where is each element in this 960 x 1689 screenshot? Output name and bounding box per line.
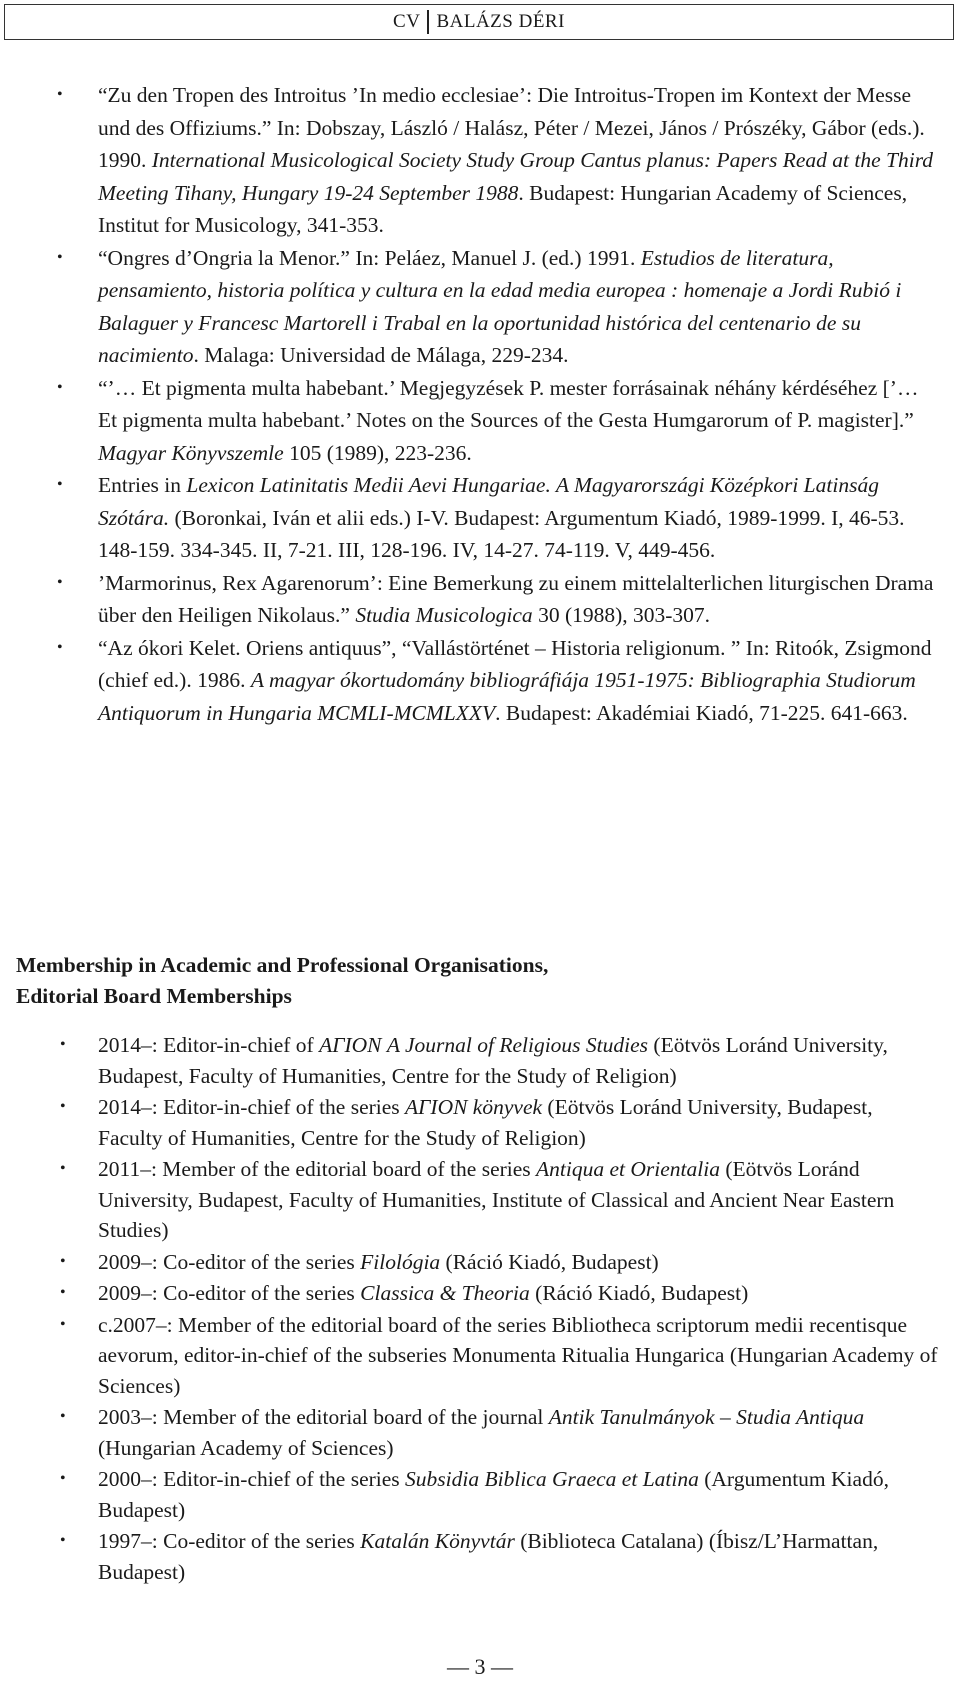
header-name: BALÁZS DÉRI xyxy=(436,11,565,32)
page-number: — 3 — xyxy=(447,1654,513,1679)
publication-item: • “’… Et pigmenta multa habebant.’ Megjegyzések P. mester forrásainak néhány kérdéséhez [’… Et pigmenta multa habebant.’ Notes on the Sources of the Gesta Humgarorum of P. magister].” Magyar Könyvszemle 105 (1989), 223-236. xyxy=(0,372,960,470)
publication-item: • “Ongres d’Ongria la Menor.” In: Peláez, Manuel J. (ed.) 1991. Estudios de literatura, pensamiento, historia política y cultura en la edad media europea : homenaje a Jordi Rubió i Balaguer y Francesc Martorell i Trabal en la oportunidad histórica del centenario de su nacimiento. Malaga: Universidad de Málaga, 229-234. xyxy=(0,242,960,372)
bullet-icon: • xyxy=(60,1315,66,1333)
publication-item: • “Zu den Tropen des Introitus ’In medio ecclesiae’: Die Introitus-Tropen im Kontext der Messe und des Offiziums.” In: Dobszay, László / Halász, Péter / Mezei, János / Prószéky, Gábor (eds.). 1990. International Musicological Society Study Group Cantus planus: Papers Read at the Third Meeting Tihany, Hungary 19-24 September 1988. Budapest: Hungarian Academy of Sciences, Institut for Musicology, 341-353. xyxy=(0,79,960,242)
section-heading-line1: Membership in Academic and Professional Organisations, xyxy=(16,953,549,977)
bullet-icon: • xyxy=(57,638,63,656)
publication-item: • ’Marmorinus, Rex Agarenorum’: Eine Bemerkung zu einem mittelalterlichen liturgischen Drama über den Heiligen Nikolaus.” Studia Musicologica 30 (1988), 303-307. xyxy=(0,567,960,632)
membership-list xyxy=(0,1030,960,1588)
header-separator xyxy=(427,10,429,34)
bullet-icon: • xyxy=(60,1408,66,1425)
publication-item: • Entries in Lexicon Latinitatis Medii Aevi Hungariae. A Magyarországi Középkori Latinság Szótára. (Boronkai, Iván et alii eds.) I-V. Budapest: Argumentum Kiadó, 1989-1999. I, 46-53. 148-159. 334-345. II, 7-21. III, 128-196. IV, 14-27. 74-119. V, 449-456. xyxy=(0,469,960,567)
bullet-icon: • xyxy=(60,1036,66,1053)
bullet-icon: • xyxy=(57,378,63,396)
bullet-icon: • xyxy=(60,1098,66,1115)
membership-item: • c.2007–: Member of the editorial board of the series Bibliotheca scriptorum medii recentisque aevorum, editor-in-chief of the subseries Monumenta Ritualia Hungarica (Hungarian Academy of Sciences) xyxy=(0,1310,960,1402)
bullet-icon: • xyxy=(60,1532,66,1549)
bullet-icon: • xyxy=(60,1284,66,1301)
membership-item: • 2009–: Co-editor of the series Classica & Theoria (Ráció Kiadó, Budapest) xyxy=(0,1278,960,1309)
membership-item: • 2003–: Member of the editorial board of the journal Antik Tanulmányok – Studia Antiqua (Hungarian Academy of Sciences) xyxy=(0,1402,960,1463)
bullet-icon: • xyxy=(57,476,63,493)
membership-item: • 2000–: Editor-in-chief of the series Subsidia Biblica Graeca et Latina (Argumentum Kiadó, Budapest) xyxy=(0,1464,960,1525)
publication-item: • “Az ókori Kelet. Oriens antiquus”, “Vallástörténet – Historia religionum. ” In: Ritoók, Zsigmond (chief ed.). 1986. A magyar ókortudomány bibliográfiája 1951-1975: Bibliographia Studiorum Antiquorum in Hungaria MCMLI-MCMLXXV. Budapest: Akadémiai Kiadó, 71-225. 641-663. xyxy=(0,632,960,730)
bullet-icon: • xyxy=(57,573,63,591)
header-cv-label: CV xyxy=(393,11,421,32)
membership-item: • 2009–: Co-editor of the series Filológia (Ráció Kiadó, Budapest) xyxy=(0,1247,960,1278)
membership-item: • 2014–: Editor-in-chief of the series ΑΓΙΟΝ könyvek (Eötvös Loránd University, Budapest, Faculty of Humanities, Centre for the Study of Religion) xyxy=(0,1092,960,1153)
bullet-icon: • xyxy=(60,1252,66,1270)
bullet-icon: • xyxy=(60,1470,66,1487)
membership-item: • 2014–: Editor-in-chief of ΑΓΙΟΝ A Journal of Religious Studies (Eötvös Loránd University, Budapest, Faculty of Humanities, Centre for the Study of Religion) xyxy=(0,1030,960,1091)
bullet-icon: • xyxy=(60,1160,66,1177)
publication-list xyxy=(0,79,960,729)
section-heading xyxy=(16,950,548,1012)
membership-item: • 2011–: Member of the editorial board of the series Antiqua et Orientalia (Eötvös Loránd University, Budapest, Faculty of Humanities, Institute of Classical and Ancient Near Eastern Studies) xyxy=(0,1154,960,1246)
section-heading-line2: Editorial Board Memberships xyxy=(16,984,292,1008)
running-header xyxy=(4,4,954,40)
bullet-icon: • xyxy=(57,86,63,103)
membership-item: • 1997–: Co-editor of the series Katalán Könyvtár (Biblioteca Catalana) (Íbisz/L’Harmattan, Budapest) xyxy=(0,1526,960,1587)
bullet-icon: • xyxy=(57,248,63,266)
